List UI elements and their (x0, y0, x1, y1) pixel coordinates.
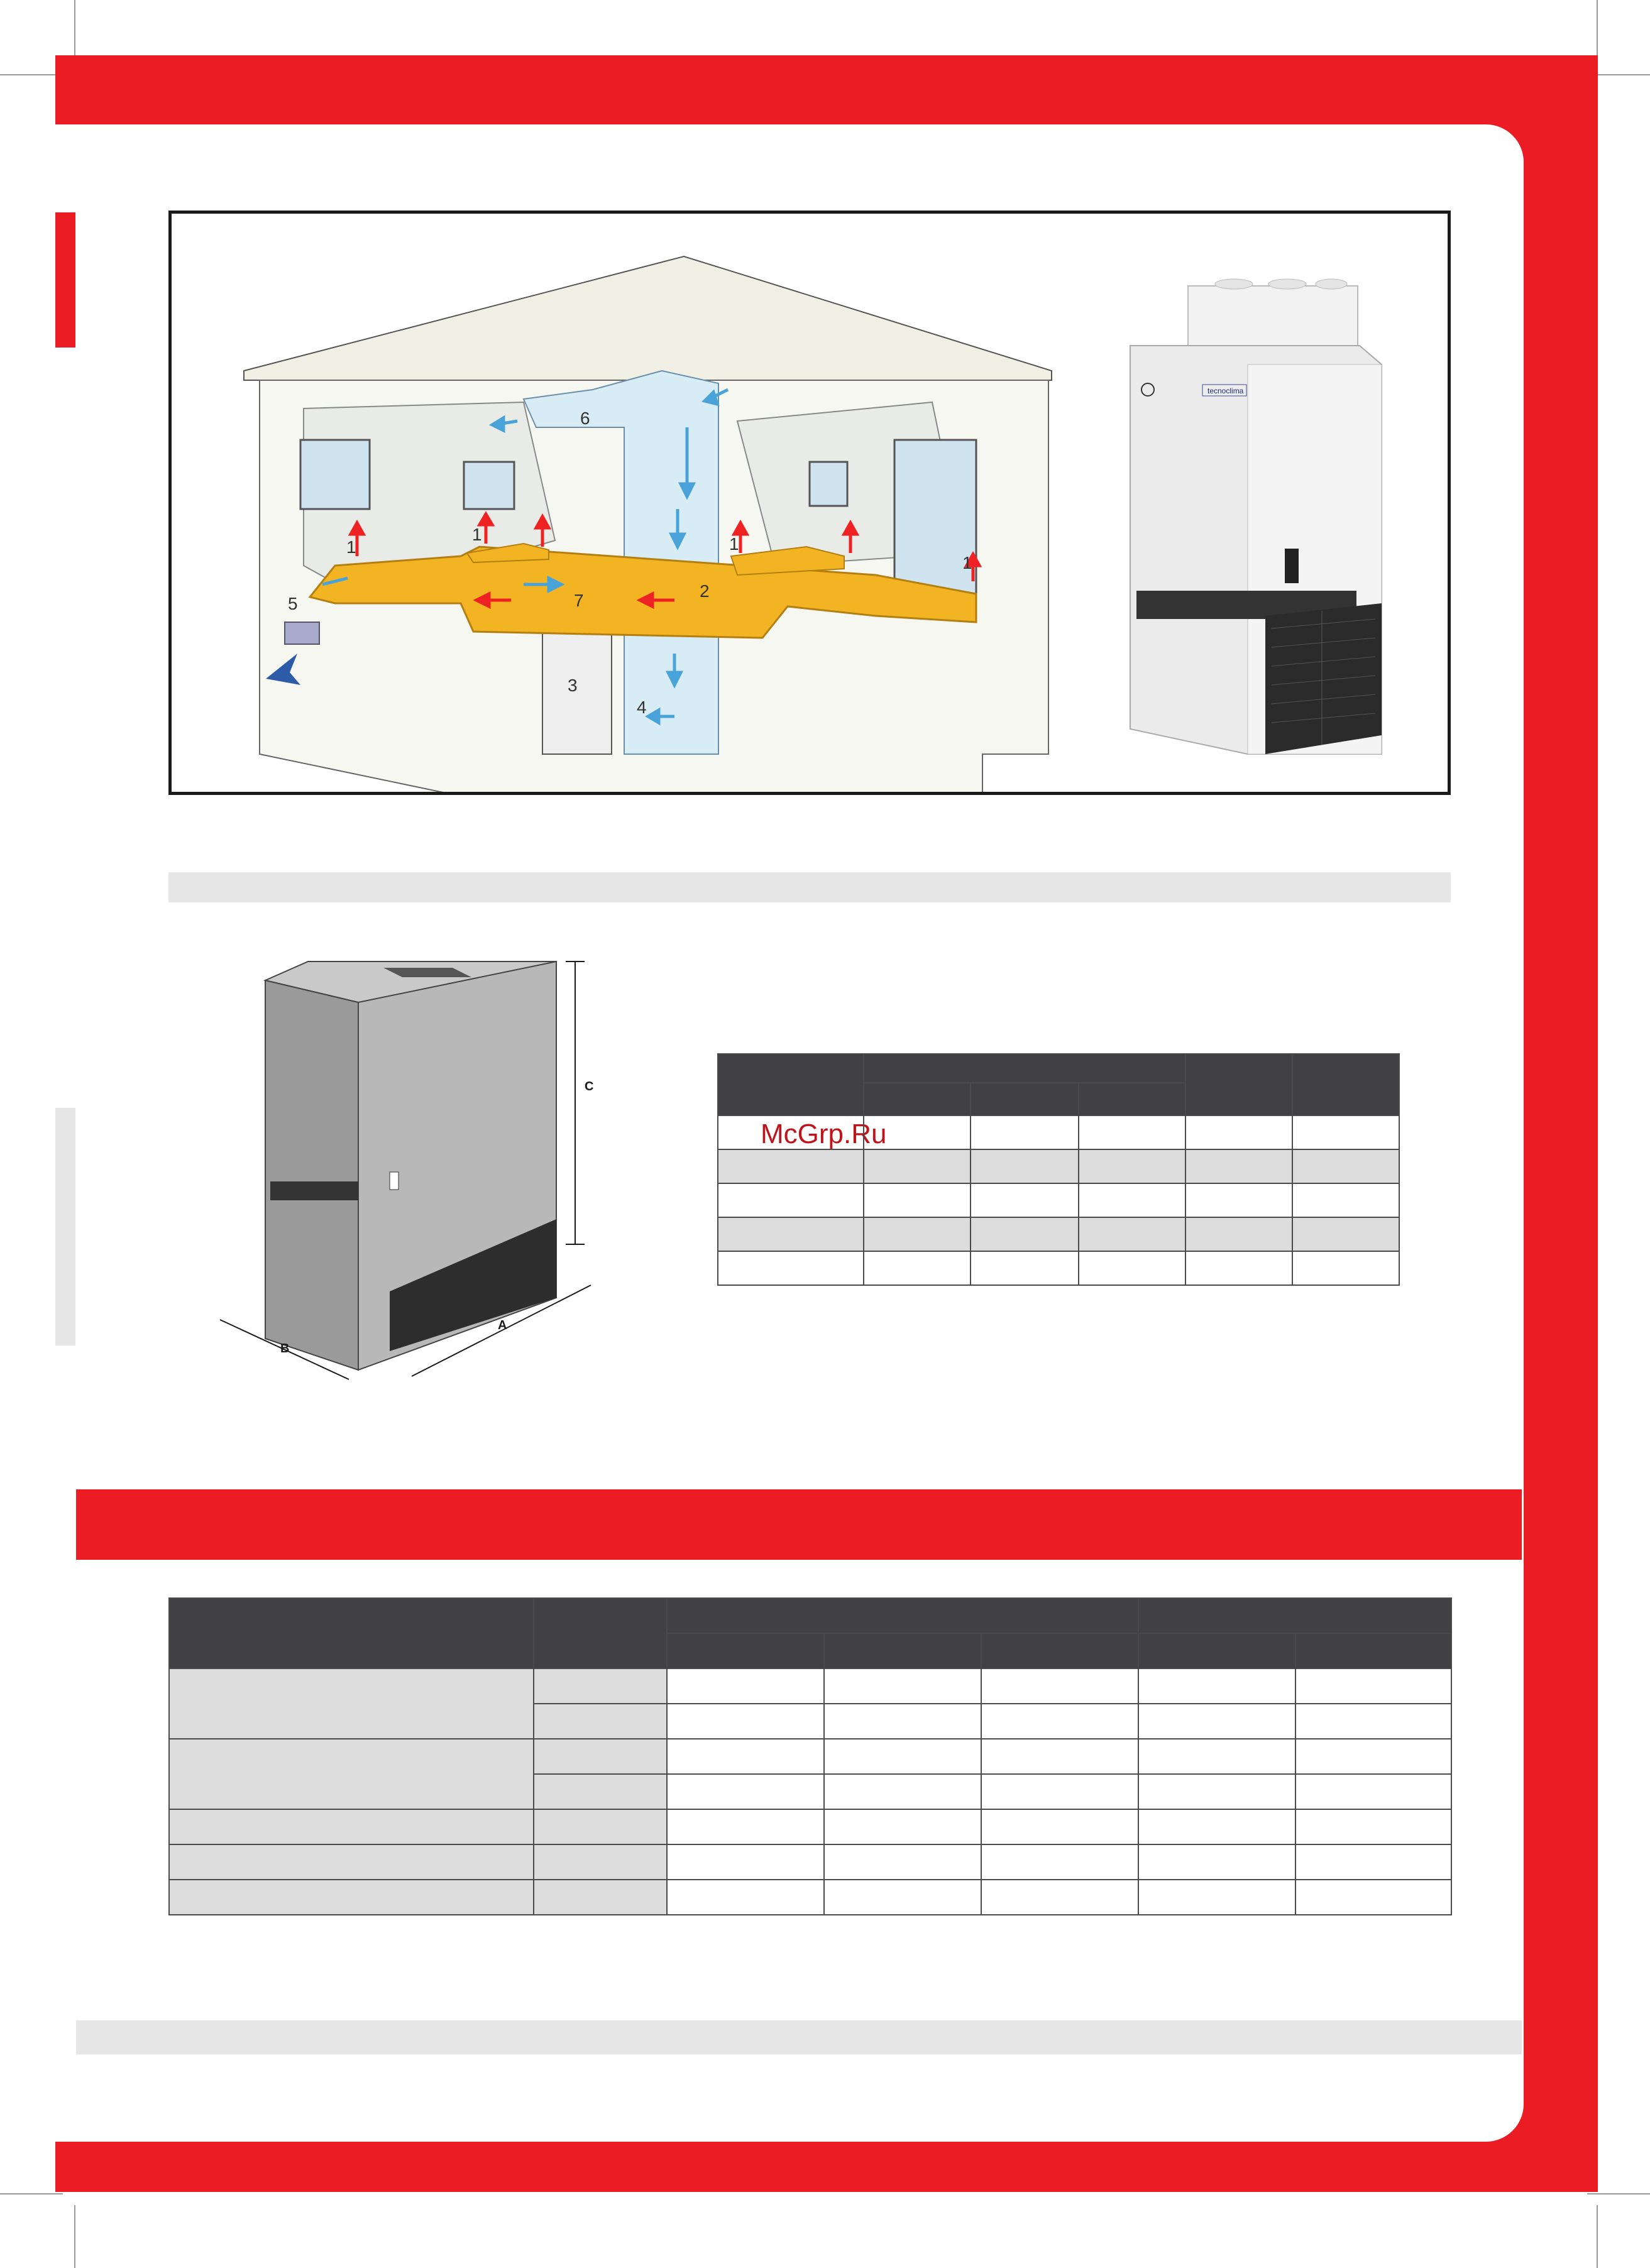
crop-mark (74, 2205, 75, 2268)
bottom-red-bar (55, 2142, 1598, 2192)
table-header-cell (169, 1598, 534, 1668)
callout-5: 5 (288, 594, 298, 613)
table-header-cell (1295, 1633, 1451, 1668)
dimensions-table (717, 1053, 1400, 1286)
crop-mark (0, 2193, 63, 2194)
table-row (718, 1149, 1399, 1183)
brand-label: tecnoclima (1207, 386, 1244, 395)
installation-diagram (172, 214, 1448, 792)
callout-1: 1 (729, 534, 739, 554)
table-header-cell (971, 1083, 1079, 1115)
table-row (169, 1809, 1451, 1844)
section-band-grey (168, 872, 1451, 902)
table-header-cell (1292, 1054, 1399, 1115)
table-header-cell (1138, 1633, 1295, 1668)
table-row (718, 1183, 1399, 1217)
table-header-cell (1138, 1598, 1451, 1633)
callout-3: 3 (568, 676, 578, 695)
installation-diagram-frame (168, 211, 1451, 795)
table-header-cell (534, 1598, 667, 1668)
crop-mark (0, 74, 63, 75)
table-row (718, 1217, 1399, 1251)
table-row (169, 1844, 1451, 1880)
callout-1: 1 (962, 553, 972, 572)
table-header-cell (667, 1598, 1138, 1633)
crop-mark (1597, 0, 1598, 63)
unit-dimension-drawing (214, 949, 691, 1401)
section-band-red (76, 1489, 1522, 1560)
left-grey-tab (55, 1108, 75, 1345)
top-red-bar (55, 55, 1526, 124)
table-header-cell (718, 1054, 864, 1115)
table-row (169, 1739, 1451, 1774)
callout-7: 7 (574, 591, 584, 610)
callout-1: 1 (346, 537, 356, 557)
table-header-cell (981, 1633, 1138, 1668)
crop-mark (74, 0, 75, 63)
callout-6: 6 (580, 408, 590, 428)
callout-2: 2 (700, 581, 710, 601)
dimension-b-label: B (280, 1342, 290, 1356)
table-header-cell (1079, 1083, 1185, 1115)
table-header-cell (824, 1633, 981, 1668)
table-header-cell (864, 1083, 971, 1115)
table-row (718, 1115, 1399, 1149)
dimension-a-label: A (498, 1318, 507, 1332)
callout-4: 4 (637, 698, 647, 717)
table-header-cell (1185, 1054, 1292, 1115)
table-header-cell (864, 1054, 1185, 1083)
watermark: McGrp.Ru (761, 1119, 887, 1149)
crop-mark (1597, 2205, 1598, 2268)
table-row (169, 1668, 1451, 1704)
callout-1: 1 (472, 525, 482, 544)
crop-mark (1587, 2193, 1650, 2194)
table-row (718, 1251, 1399, 1285)
technical-data-table (168, 1597, 1452, 1915)
dimension-c-label: C (585, 1080, 594, 1093)
table-header-cell (667, 1633, 824, 1668)
footer-band-grey (76, 2020, 1522, 2054)
table-row (169, 1880, 1451, 1915)
left-red-tab (55, 212, 75, 348)
